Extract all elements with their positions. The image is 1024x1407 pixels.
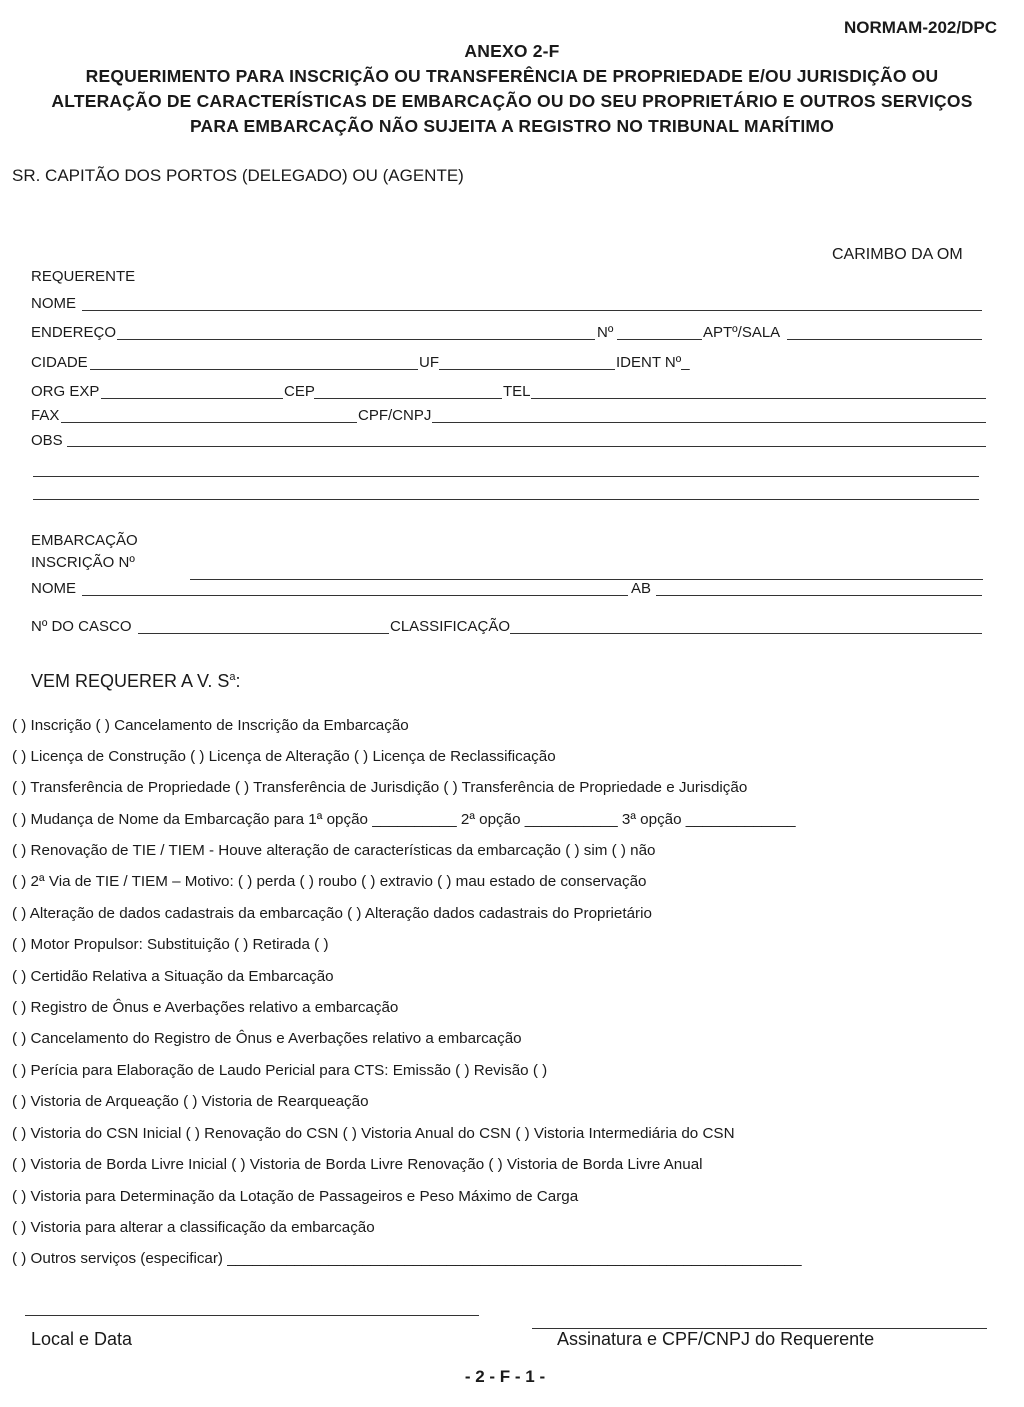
cep-field[interactable] [314,398,502,399]
option-inscricao[interactable]: ( ) Inscrição ( ) Cancelamento de Inscrição da Embarcação [12,717,409,734]
embarcacao-heading: EMBARCAÇÃO [31,532,138,549]
request-heading [31,671,241,692]
embarcacao-nome-label: NOME [31,580,76,597]
fax-field[interactable] [61,422,357,423]
page-number: - 2 - F - 1 - [464,1367,546,1386]
tel-field[interactable] [531,398,986,399]
obs-field-line-3[interactable] [33,499,979,500]
option-lotacao[interactable]: ( ) Vistoria para Determinação da Lotação de Passageiros e Peso Máximo de Carga [12,1188,579,1205]
option-csn[interactable]: ( ) Vistoria do CSN Inicial ( ) Renovação do CSN ( ) Vistoria Anual do CSN ( ) Vistoria Intermediária do CSN [12,1125,735,1142]
option-arqueacao[interactable]: ( ) Vistoria de Arqueação ( ) Vistoria de Rearqueação [12,1093,369,1110]
local-data-line[interactable] [25,1315,479,1316]
option-renovacao-tie[interactable]: ( ) Renovação de TIE / TIEM - Houve alteração de características da embarcação ( ) sim ( ) não [12,842,656,859]
annex-title: ANEXO 2-F [464,41,560,61]
document-code: NORMAM-202/DPC [843,18,997,37]
org-exp-field[interactable] [101,398,283,399]
numero-label: Nº [597,324,614,341]
option-motor-propulsor[interactable]: ( ) Motor Propulsor: Substituição ( ) Retirada ( ) [12,936,329,953]
embarcacao-nome-field[interactable] [82,595,628,596]
requerente-heading: REQUERENTE [31,268,136,285]
option-mudanca-nome[interactable]: ( ) Mudança de Nome da Embarcação para 1ª opção __________ 2ª opção ___________ 3ª opção _____________ [12,811,796,828]
org-exp-label: ORG EXP [31,383,100,400]
form-title-line-2: ALTERAÇÃO DE CARACTERÍSTICAS DE EMBARCAÇÃO OU DO SEU PROPRIETÁRIO E OUTROS SERVIÇOS [51,91,973,111]
option-pericia[interactable]: ( ) Perícia para Elaboração de Laudo Pericial para CTS: Emissão ( ) Revisão ( ) [12,1062,548,1079]
casco-label: Nº DO CASCO [31,618,132,635]
option-registro-onus[interactable]: ( ) Registro de Ônus e Averbações relativo a embarcação [12,999,399,1016]
stamp-label: CARIMBO DA OM [832,246,963,263]
request-heading-sup: a [229,671,236,683]
ident-label: IDENT Nº_ [616,354,690,371]
apto-label: APTº/SALA [703,324,781,341]
cpf-field[interactable] [432,422,986,423]
request-heading-colon: : [235,671,241,691]
form-title-line-3: PARA EMBARCAÇÃO NÃO SUJEITA A REGISTRO NO TRIBUNAL MARÍTIMO [189,116,835,136]
endereco-label: ENDEREÇO [31,324,117,341]
addressee: SR. CAPITÃO DOS PORTOS (DELEGADO) OU (AGENTE) [12,166,464,185]
obs-label: OBS [31,432,63,449]
endereco-field[interactable] [117,339,595,340]
apto-field[interactable] [787,339,982,340]
obs-field[interactable] [67,446,986,447]
option-cancelamento-onus[interactable]: ( ) Cancelamento do Registro de Ônus e Averbações relativo a embarcação [12,1030,522,1047]
ab-label: AB [631,580,652,597]
classificacao-label: CLASSIFICAÇÃO [390,618,511,635]
tel-label: TEL [503,383,531,400]
form-title-line-1: REQUERIMENTO PARA INSCRIÇÃO OU TRANSFERÊNCIA DE PROPRIEDADE E/OU JURISDIÇÃO OU [85,66,939,86]
numero-field[interactable] [617,339,702,340]
request-heading-text: VEM REQUERER A V. S [31,671,230,691]
option-segunda-via[interactable]: ( ) 2ª Via de TIE / TIEM – Motivo: ( ) perda ( ) roubo ( ) extravio ( ) mau estado de conservação [12,873,647,890]
cep-label: CEP [284,383,315,400]
option-transferencia[interactable]: ( ) Transferência de Propriedade ( ) Transferência de Jurisdição ( ) Transferência de Propriedade e Jurisdição [12,779,748,796]
option-borda-livre[interactable]: ( ) Vistoria de Borda Livre Inicial ( ) Vistoria de Borda Livre Renovação ( ) Vistoria de Borda Livre Anual [12,1156,703,1173]
cidade-field[interactable] [90,369,418,370]
cidade-label: CIDADE [31,354,88,371]
ab-field[interactable] [656,595,982,596]
option-classificacao[interactable]: ( ) Vistoria para alterar a classificação da embarcação [12,1219,375,1236]
obs-field-line-2[interactable] [33,476,979,477]
nome-field[interactable] [82,310,982,311]
casco-field[interactable] [138,633,389,634]
option-certidao[interactable]: ( ) Certidão Relativa a Situação da Embarcação [12,968,334,985]
uf-label: UF [419,354,439,371]
signature-label: Assinatura e CPF/CNPJ do Requerente [557,1329,875,1349]
inscricao-field[interactable] [190,579,983,580]
option-alteracao-dados[interactable]: ( ) Alteração de dados cadastrais da embarcação ( ) Alteração dados cadastrais do Proprietário [12,905,652,922]
nome-label: NOME [31,295,76,312]
uf-field[interactable] [439,369,615,370]
inscricao-label: INSCRIÇÃO Nº [31,554,135,571]
cpf-label: CPF/CNPJ [358,407,432,424]
option-outros[interactable]: ( ) Outros serviços (especificar) ____________________________________________________________________ [12,1250,802,1267]
classificacao-field[interactable] [510,633,982,634]
local-data-label: Local e Data [31,1329,133,1349]
option-licenca[interactable]: ( ) Licença de Construção ( ) Licença de Alteração ( ) Licença de Reclassificação [12,748,556,765]
fax-label: FAX [31,407,60,424]
